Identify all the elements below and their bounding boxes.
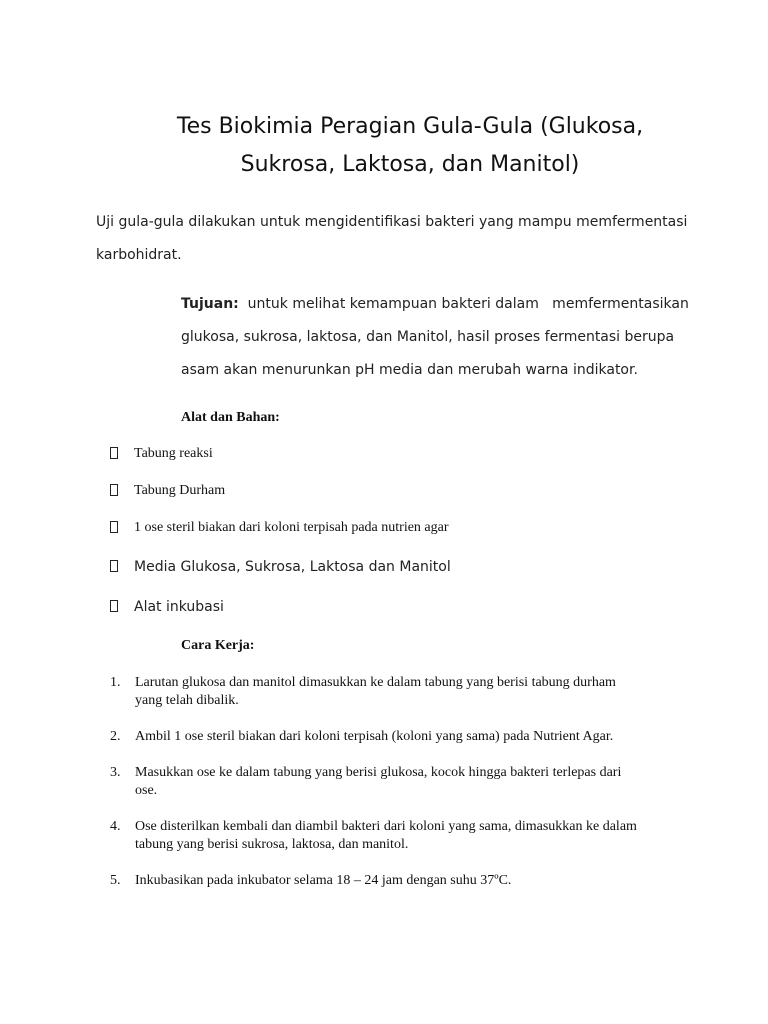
intro-paragraph [96,206,696,272]
step-line: Larutan glukosa dan manitol dimasukkan ke dalam tabung yang berisi tabung durham [135,675,616,690]
list-item-text: Tabung reaksi [134,446,213,461]
title-line-2: Sukrosa, Laktosa, dan Manitol) [240,152,580,177]
step-number: 5. [110,873,121,888]
step-text [135,818,690,854]
tujuan-paragraph [181,288,701,387]
step-line: Ose disterilkan kembali dan diambil bakteri dari koloni yang sama, dimasukkan ke dalam [135,819,637,834]
step-line: Inkubasikan pada inkubator selama 18 – 24 jam dengan suhu 37ºC. [135,873,512,888]
tujuan-text-1: untuk melihat kemampuan bakteri dalam memfermentasikan [238,296,689,312]
bullet-box-icon [110,521,118,533]
tujuan-line-1 [181,288,701,321]
step-text [135,728,690,746]
intro-line-2: karbohidrat. [96,247,182,263]
bullet-box-icon [110,560,118,572]
intro-line-1: Uji gula-gula dilakukan untuk mengidentifikasi bakteri yang mampu memfermentasi [96,214,688,230]
list-item [110,520,449,536]
list-item-text: Tabung Durham [134,483,226,498]
list-item [110,599,224,615]
list-item-text: Media Glukosa, Sukrosa, Laktosa dan Manitol [134,559,451,575]
list-item [110,559,451,575]
list-item-text: 1 ose steril biakan dari koloni terpisah pada nutrien agar [134,520,449,535]
bullet-box-icon [110,484,118,496]
tujuan-label: Tujuan: [181,296,239,312]
step-number: 3. [110,765,121,780]
step-text [135,764,690,800]
list-item-text: Alat inkubasi [134,599,224,615]
step-line: Ambil 1 ose steril biakan dari koloni terpisah (koloni yang sama) pada Nutrient Agar. [135,729,614,744]
step-line: yang telah dibalik. [135,693,239,708]
list-item [110,446,213,462]
step-text [135,674,690,710]
step-line: tabung yang berisi sukrosa, laktosa, dan manitol. [135,837,409,852]
cara-kerja-heading: Cara Kerja: [181,638,255,653]
document-title [100,108,720,184]
bullet-box-icon [110,600,118,612]
step-line: Masukkan ose ke dalam tabung yang berisi glukosa, kocok hingga bakteri terlepas dari [135,765,622,780]
step-number: 1. [110,675,121,690]
alat-bahan-heading: Alat dan Bahan: [181,410,280,425]
step-line: ose. [135,783,158,798]
step-number: 2. [110,729,121,744]
tujuan-line-3: asam akan menurunkan pH media dan merubah warna indikator. [181,362,638,378]
title-line-1: Tes Biokimia Peragian Gula-Gula (Glukosa, [176,114,644,139]
list-item [110,483,225,499]
step-number: 4. [110,819,121,834]
tujuan-line-2: glukosa, sukrosa, laktosa, dan Manitol, hasil proses fermentasi berupa [181,329,675,345]
step-text [135,872,690,890]
bullet-box-icon [110,447,118,459]
